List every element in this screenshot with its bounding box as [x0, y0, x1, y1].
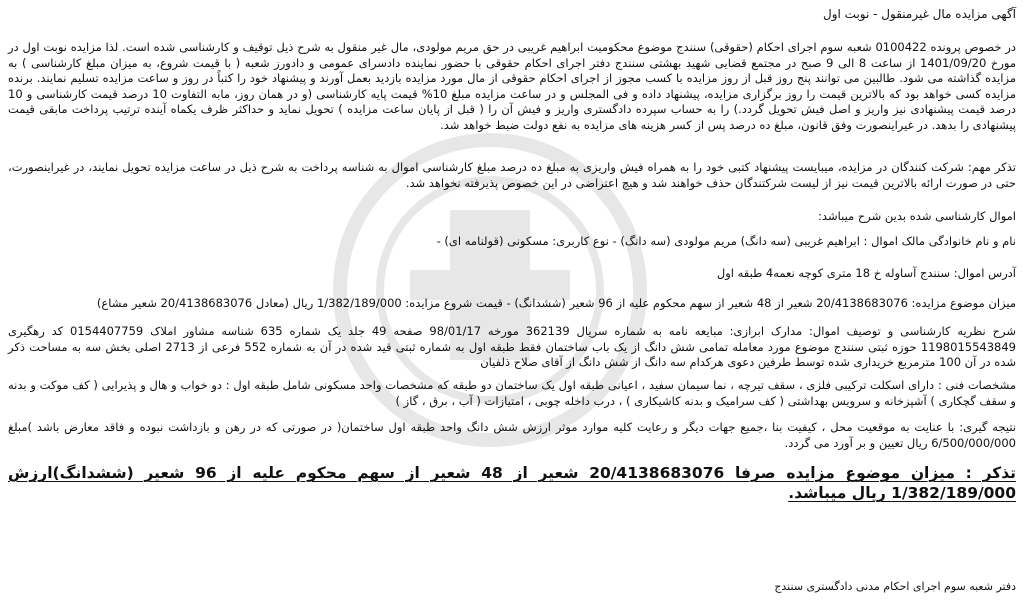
signature-block — [8, 579, 1016, 594]
assets-heading-block — [8, 209, 1016, 225]
intro-block — [8, 40, 1016, 133]
owner-block — [8, 234, 1016, 250]
address-block — [8, 266, 1016, 282]
specs-block — [8, 378, 1016, 409]
auction-subject-line: میزان موضوع مزایده: 20/4138683076 شعیر از 48 شعیر از سهم محکوم علیه از 96 شعیر (ششدانگ) - قیمت شروع مزایده: 1/382/189/000 ریال (معادل 20/4138683076 شعیر مشاع) — [96, 296, 1016, 310]
reminder-note: تذکر : میزان موضوع مزایده صرفا 20/4138683076 شعیر از 48 شعیر از سهم محکوم علیه از 96 شعیر (ششدانگ)ارزش 1/382/189/000 ریال میباشد. — [8, 464, 1017, 502]
important-warning: تذکر مهم: شرکت کنندگان در مزایده، میبایست پیشنهاد کتبی خود را به همراه فیش واریزی به مبلغ ده درصد مبلغ کارشناسی اموال به شناسه پرداخت به شرح ذیل در ساعت مزایده تحویل نمایند، در غیراینصورت، حتی در صورت ارائه بالاترین قیمت نیز از لیست شرکتندگان حذف خواهند شد و هیچ اعتراضی در این خصوص پذیرفته نخواهد شد. — [8, 160, 1016, 190]
conclusion-paragraph: نتیجه گیری: با عنایت به موقعیت محل ، کیفیت بنا ،جمیع جهات دیگر و رعایت کلیه موارد موثر ارزش شش دانگ واحد طبقه اول ساختمان( در صورتی که در رهن و بازداشت نبوده و فاقد معارض باشد )مبلغ 6/500/000/000 ریال تعیین و بر آورد می گردد. — [8, 420, 1016, 450]
technical-specs-paragraph: مشخصات فنی : دارای اسکلت ترکیبی فلزی ، سقف تیرچه ، نما سیمان سفید ، اعیانی طبقه اول یک ساختمان دو طبقه که مشخصات واحد مسکونی شامل طبقه اول : دو خواب و هال و پذیرایی ( کف موکت و بدنه و سقف گچکاری ) آشپزخانه و سرویس بهداشتی ( کف سرامیک و بدنه کاشیکاری ) ، درب داخله چوبی ، امتیازات ( آب ، برق ، گاز ) — [8, 378, 1016, 408]
expert-opinion-paragraph: شرح نظریه کارشناسی و توصیف اموال: مدارک ابرازی: مبایعه نامه به شماره سریال 362139 مورخه 98/01/17 صفحه 49 جلد یک شماره 635 شناسه مشاور املاک 0154407759 کد رهگیری 1198015543849 حوزه ثبتی سنندج موضوع مورد معامله تمامی شش دانگ از یک باب ساختمان فقط طبقه اول به شماره ثبتی قید شده در آن به شماره 552 فرعی از 2713 اصلی بخش سه به مساحت ذکر شده در آن 100 مترمربع خریداری شده توسط طرفین دعوی هرکدام سه دانگ از شش دانگ از آقای صلاح ذلفیان — [8, 324, 1017, 369]
notice-title: آگهی مزایده مال غیرمنقول - نوبت اول — [823, 7, 1016, 21]
conclusion-block — [8, 420, 1016, 451]
reminder-block — [8, 463, 1016, 503]
expert-block — [8, 324, 1016, 371]
owner-line: نام و نام خانوادگی مالک اموال : ابراهیم غریبی (سه دانگ) مریم مولودی (سه دانگ) - نوع کاربری: مسکونی (قولنامه ای) - — [436, 234, 1016, 248]
warning-block — [8, 160, 1016, 191]
intro-paragraph: در خصوص پرونده 0100422 شعبه سوم اجرای احکام (حقوقی) سنندج موضوع محکومیت ابراهیم غریبی در حق مریم مولودی، مال غیر منقول به شرح ذیل توقیف و کارشناسی شده است. لذا مزایده نوبت اول در مورخ 1401/09/20 از ساعت 8 الی 9 صبح در مجتمع قضایی شهید بهشتی سنندج دفتر اجرای احکام حقوقی با حضور نماینده دادسرای عمومی و دادورز شعبه ( با قیمت شروع، به میزان مبلغ کارشناسی ) به مزایده گذاشته می شود. طالبین می توانند پنج روز قبل از روز مزایده با کسب مجوز از اجرای احکام حقوقی از مال مورد مزایده بازدید بعمل آورند و پیشنهاد خود را کتباً در روز و ساعت مزایده تسلیم نمایند. برنده مزایده کسی خواهد بود که بالاترین قیمت را روز برگزاری مزایده، پیشنهاد داده و فی المجلس و در ساعت مزایده مبلغ 10% قیمت پایه کارشناسی (و در همان روز، مابه التفاوت 10 درصد قیمت کارشناسی و 10 درصد قیمت پیشنهادی نیز واریز و اصل فیش تحویل گردد.) را به حساب سپرده دادگستری واریز و فیش آن را ( قبل از پایان ساعت مزایده ) تحویل نماید و حداکثر ظرف یکماه آینده ترتیب پرداخت مابقی قیمت پیشنهادی را بدهد. در غیراینصورت وفق قانون، مبلغ ده درصد پس از کسر هزینه های مزایده به نفع دولت ضبط خواهد شد. — [8, 40, 1017, 132]
signature-line: دفتر شعبه سوم اجرای احکام مدنی دادگستری سنندج — [774, 580, 1016, 593]
assets-heading: اموال کارشناسی شده بدین شرح میباشد: — [818, 209, 1016, 223]
subject-block — [8, 296, 1016, 312]
address-line: آدرس اموال: سنندج آساوله خ 18 متری کوچه نعمه4 طبقه اول — [716, 266, 1016, 280]
notice-title-block — [8, 6, 1016, 22]
